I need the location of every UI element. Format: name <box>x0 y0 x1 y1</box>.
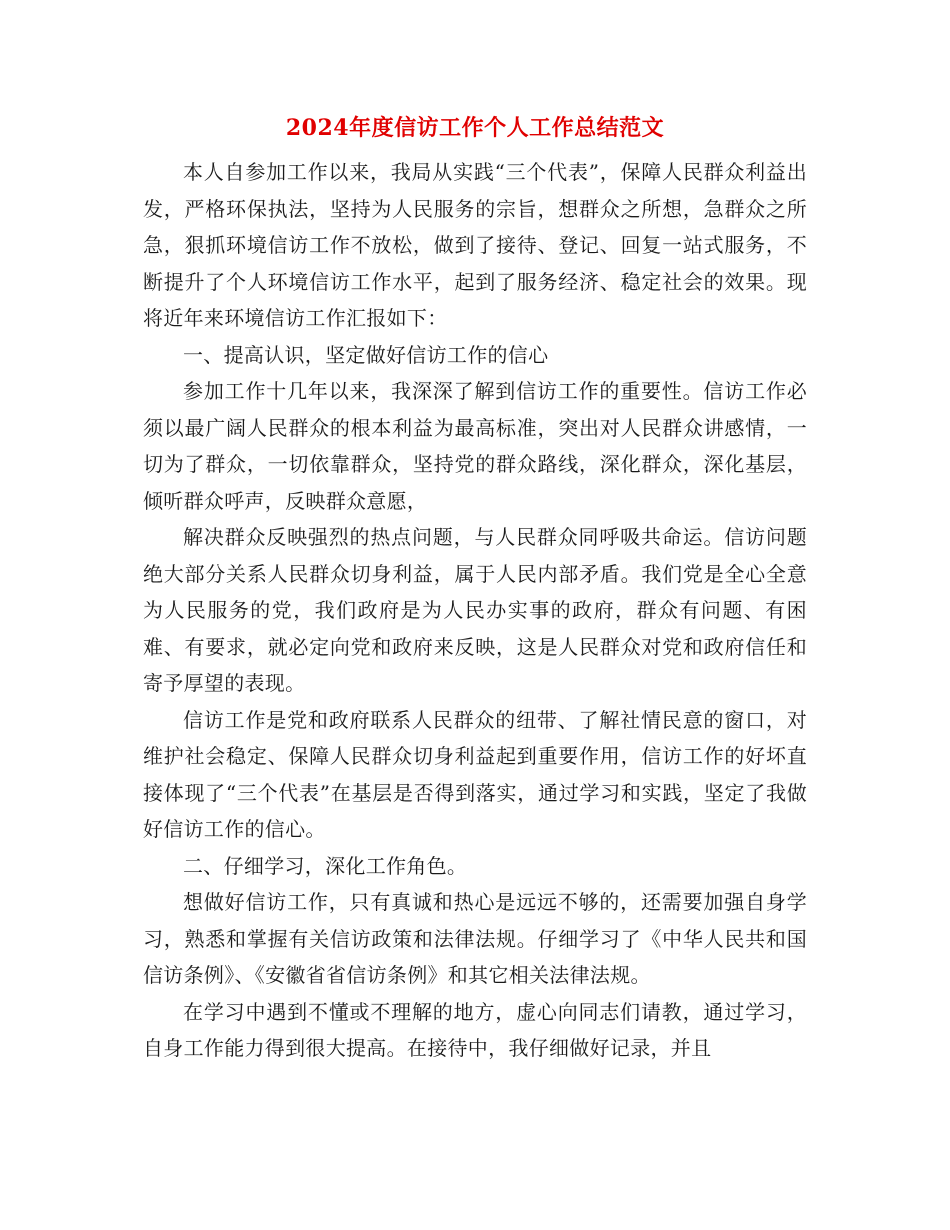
section-heading-2: 二、仔细学习，深化工作角色。 <box>183 853 468 878</box>
paragraph-section2-b: 在学习中遇到不懂或不理解的地方，虚心向同志们请教，通过学习，自身工作能力得到很大提高。在接待中，我仔细做好记录，并且 <box>143 999 807 1060</box>
section-heading-1: 一、提高认识，坚定做好信访工作的信心 <box>183 342 549 367</box>
paragraph-section1-a: 参加工作十几年以来，我深深了解到信访工作的重要性。信访工作必须以最广阔人民群众的根本利益为最高标准，突出对人民群众讲感情，一切为了群众，一切依靠群众，坚持党的群众路线，深化群众，深化基层，倾听群众呼声，反映群众意愿， <box>143 379 807 513</box>
paragraph-section1-b: 解决群众反映强烈的热点问题，与人民群众同呼吸共命运。信访问题绝大部分关系人民群众切身利益，属于人民内部矛盾。我们党是全心全意为人民服务的党，我们政府是为人民办实事的政府，群众有问题、有困难、有要求，就必定向党和政府来反映，这是人民群众对党和政府信任和寄予厚望的表现。 <box>143 525 807 695</box>
paragraph-intro: 本人自参加工作以来，我局从实践“三个代表”，保障人民群众利益出发，严格环保执法，坚持为人民服务的宗旨，想群众之所想，急群众之所急，狠抓环境信访工作不放松，做到了接待、登记、回复一站式服务，不断提升了个人环境信访工作水平，起到了服务经济、稳定社会的效果。现将近年来环境信访工作汇报如下： <box>143 160 807 330</box>
paragraph-section2-a: 想做好信访工作，只有真诚和热心是远远不够的，还需要加强自身学习，熟悉和掌握有关信访政策和法律法规。仔细学习了《中华人民共和国信访条例》、《安徽省省信访条例》和其它相关法律法规。 <box>143 890 807 987</box>
document-title: 2024年度信访工作个人工作总结范文 <box>285 115 665 141</box>
document-body <box>143 154 807 1067</box>
paragraph-section1-c: 信访工作是党和政府联系人民群众的纽带、了解社情民意的窗口，对维护社会稳定、保障人民群众切身利益起到重要作用，信访工作的好坏直接体现了“三个代表”在基层是否得到落实，通过学习和实践，坚定了我做好信访工作的信心。 <box>143 707 807 841</box>
